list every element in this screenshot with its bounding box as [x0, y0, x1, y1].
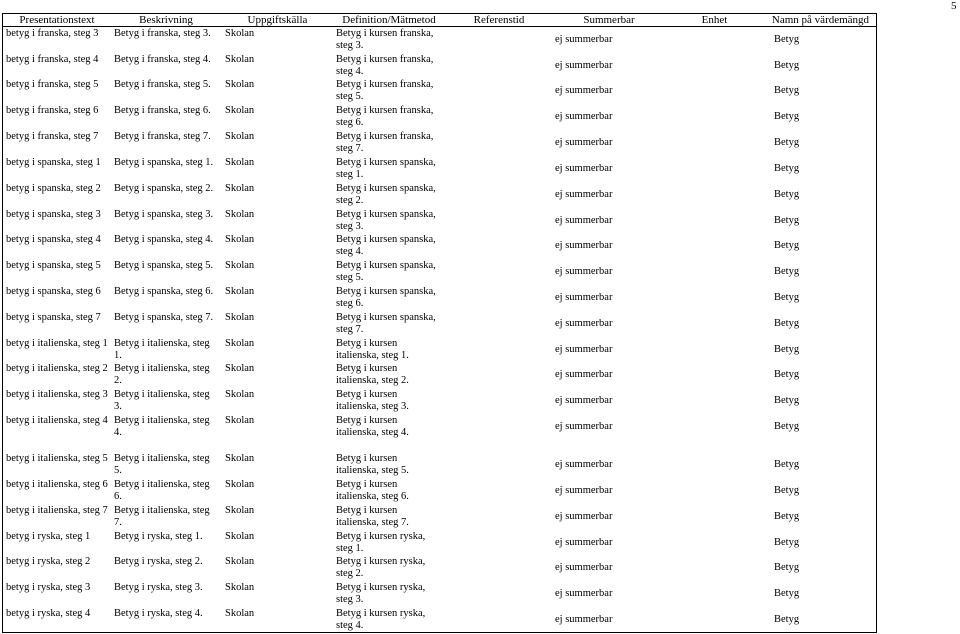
- summerbar-cell: ej summerbar: [555, 537, 613, 548]
- beskrivning-cell: Betyg i franska, steg 6.: [114, 105, 211, 116]
- uppgiftskalla-cell: Skolan: [225, 286, 255, 297]
- definition-cell: Betyg i kursen spanska, steg 2.: [336, 183, 436, 206]
- summerbar-cell: ej summerbar: [555, 562, 613, 573]
- namn-pa-vardemangd-cell: Betyg: [774, 614, 800, 625]
- definition-cell: Betyg i kursen italienska, steg 5.: [336, 453, 409, 476]
- summerbar-cell: ej summerbar: [555, 485, 613, 496]
- definition-cell: Betyg i kursen franska, steg 4.: [336, 54, 434, 77]
- beskrivning-cell: Betyg i spanska, steg 7.: [114, 312, 214, 323]
- namn-pa-vardemangd-cell: Betyg: [774, 562, 800, 573]
- namn-pa-vardemangd-cell: Betyg: [774, 511, 800, 522]
- summerbar-cell: ej summerbar: [555, 163, 613, 174]
- uppgiftskalla-cell: Skolan: [225, 209, 255, 220]
- presentationstext-cell: betyg i spanska, steg 1: [6, 157, 101, 168]
- uppgiftskalla-cell: Skolan: [225, 105, 255, 116]
- uppgiftskalla-cell: Skolan: [225, 260, 255, 271]
- table-row: [3, 105, 876, 131]
- namn-pa-vardemangd-cell: Betyg: [774, 60, 800, 71]
- presentationstext-cell: betyg i spanska, steg 2: [6, 183, 101, 194]
- definition-cell: Betyg i kursen italienska, steg 3.: [336, 389, 409, 412]
- table-row: [3, 312, 876, 338]
- table-row: [3, 531, 876, 557]
- uppgiftskalla-cell: Skolan: [225, 28, 255, 39]
- namn-pa-vardemangd-cell: Betyg: [774, 163, 800, 174]
- namn-pa-vardemangd-cell: Betyg: [774, 266, 800, 277]
- summerbar-cell: ej summerbar: [555, 137, 613, 148]
- namn-pa-vardemangd-cell: Betyg: [774, 240, 800, 251]
- beskrivning-cell: Betyg i italienska, steg 2.: [114, 363, 210, 386]
- summerbar-cell: ej summerbar: [555, 111, 613, 122]
- beskrivning-cell: Betyg i spanska, steg 2.: [114, 183, 214, 194]
- presentationstext-cell: betyg i italienska, steg 3: [6, 389, 108, 400]
- summerbar-cell: ej summerbar: [555, 369, 613, 380]
- beskrivning-cell: Betyg i spanska, steg 5.: [114, 260, 214, 271]
- header-namn-pa-vardemangd: Namn på värdemängd: [771, 14, 870, 26]
- beskrivning-cell: Betyg i ryska, steg 1.: [114, 531, 203, 542]
- definition-cell: Betyg i kursen spanska, steg 4.: [336, 234, 436, 257]
- definition-cell: Betyg i kursen spanska, steg 5.: [336, 260, 436, 283]
- table-row: [3, 505, 876, 531]
- summerbar-cell: ej summerbar: [555, 344, 613, 355]
- presentationstext-cell: betyg i spanska, steg 7: [6, 312, 101, 323]
- table-row: [3, 556, 876, 582]
- definition-cell: Betyg i kursen italienska, steg 6.: [336, 479, 409, 502]
- uppgiftskalla-cell: Skolan: [225, 505, 255, 516]
- table-row: [3, 54, 876, 80]
- presentationstext-cell: betyg i spanska, steg 6: [6, 286, 101, 297]
- beskrivning-cell: Betyg i spanska, steg 3.: [114, 209, 214, 220]
- table-row: [3, 582, 876, 608]
- definition-cell: Betyg i kursen italienska, steg 7.: [336, 505, 409, 528]
- beskrivning-cell: Betyg i italienska, steg 6.: [114, 479, 210, 502]
- uppgiftskalla-cell: Skolan: [225, 312, 255, 323]
- presentationstext-cell: betyg i ryska, steg 2: [6, 556, 91, 567]
- table-row: [3, 415, 876, 441]
- beskrivning-cell: Betyg i ryska, steg 2.: [114, 556, 203, 567]
- definition-cell: Betyg i kursen spanska, steg 1.: [336, 157, 436, 180]
- presentationstext-cell: betyg i franska, steg 7: [6, 131, 99, 142]
- definition-cell: Betyg i kursen italienska, steg 1.: [336, 338, 409, 361]
- definition-cell: Betyg i kursen spanska, steg 6.: [336, 286, 436, 309]
- table-row: [3, 209, 876, 235]
- namn-pa-vardemangd-cell: Betyg: [774, 34, 800, 45]
- summerbar-cell: ej summerbar: [555, 459, 613, 470]
- presentationstext-cell: betyg i ryska, steg 1: [6, 531, 91, 542]
- namn-pa-vardemangd-cell: Betyg: [774, 189, 800, 200]
- uppgiftskalla-cell: Skolan: [225, 338, 255, 349]
- presentationstext-cell: betyg i italienska, steg 5: [6, 453, 108, 464]
- variable-table: [2, 13, 877, 633]
- definition-cell: Betyg i kursen franska, steg 3.: [336, 28, 434, 51]
- namn-pa-vardemangd-cell: Betyg: [774, 537, 800, 548]
- table-row: [3, 453, 876, 479]
- uppgiftskalla-cell: Skolan: [225, 234, 255, 245]
- page-number: 5: [951, 0, 957, 12]
- presentationstext-cell: betyg i franska, steg 4: [6, 54, 99, 65]
- namn-pa-vardemangd-cell: Betyg: [774, 215, 800, 226]
- header-presentationstext: Presentationstext: [19, 14, 95, 26]
- table-row: [3, 389, 876, 415]
- presentationstext-cell: betyg i spanska, steg 3: [6, 209, 101, 220]
- uppgiftskalla-cell: Skolan: [225, 415, 255, 426]
- namn-pa-vardemangd-cell: Betyg: [774, 111, 800, 122]
- table-row: [3, 183, 876, 209]
- presentationstext-cell: betyg i italienska, steg 7: [6, 505, 108, 516]
- summerbar-cell: ej summerbar: [555, 215, 613, 226]
- beskrivning-cell: Betyg i ryska, steg 4.: [114, 608, 203, 619]
- uppgiftskalla-cell: Skolan: [225, 531, 255, 542]
- namn-pa-vardemangd-cell: Betyg: [774, 459, 800, 470]
- beskrivning-cell: Betyg i franska, steg 3.: [114, 28, 211, 39]
- beskrivning-cell: Betyg i franska, steg 4.: [114, 54, 211, 65]
- header-definition: Definition/Mätmetod: [342, 14, 436, 26]
- summerbar-cell: ej summerbar: [555, 189, 613, 200]
- header-uppgiftskalla: Uppgiftskälla: [247, 14, 308, 26]
- header-enhet: Enhet: [701, 14, 728, 26]
- namn-pa-vardemangd-cell: Betyg: [774, 85, 800, 96]
- summerbar-cell: ej summerbar: [555, 318, 613, 329]
- definition-cell: Betyg i kursen spanska, steg 7.: [336, 312, 436, 335]
- table-row: [3, 79, 876, 105]
- table-row: [3, 157, 876, 183]
- summerbar-cell: ej summerbar: [555, 240, 613, 251]
- table-row: [3, 286, 876, 312]
- uppgiftskalla-cell: Skolan: [225, 183, 255, 194]
- table-row: [3, 479, 876, 505]
- presentationstext-cell: betyg i spanska, steg 4: [6, 234, 101, 245]
- beskrivning-cell: Betyg i ryska, steg 3.: [114, 582, 203, 593]
- summerbar-cell: ej summerbar: [555, 266, 613, 277]
- namn-pa-vardemangd-cell: Betyg: [774, 421, 800, 432]
- beskrivning-cell: Betyg i italienska, steg 1.: [114, 338, 210, 361]
- definition-cell: Betyg i kursen italienska, steg 4.: [336, 415, 409, 438]
- namn-pa-vardemangd-cell: Betyg: [774, 344, 800, 355]
- table-row: [3, 260, 876, 286]
- presentationstext-cell: betyg i ryska, steg 4: [6, 608, 91, 619]
- table-row: [3, 338, 876, 364]
- uppgiftskalla-cell: Skolan: [225, 389, 255, 400]
- beskrivning-cell: Betyg i spanska, steg 1.: [114, 157, 214, 168]
- namn-pa-vardemangd-cell: Betyg: [774, 292, 800, 303]
- beskrivning-cell: Betyg i italienska, steg 5.: [114, 453, 210, 476]
- presentationstext-cell: betyg i spanska, steg 5: [6, 260, 101, 271]
- definition-cell: Betyg i kursen ryska, steg 4.: [336, 608, 426, 631]
- beskrivning-cell: Betyg i italienska, steg 7.: [114, 505, 210, 528]
- beskrivning-cell: Betyg i spanska, steg 4.: [114, 234, 214, 245]
- table-row: [3, 363, 876, 389]
- definition-cell: Betyg i kursen franska, steg 6.: [336, 105, 434, 128]
- definition-cell: Betyg i kursen ryska, steg 2.: [336, 556, 426, 579]
- summerbar-cell: ej summerbar: [555, 34, 613, 45]
- summerbar-cell: ej summerbar: [555, 421, 613, 432]
- summerbar-cell: ej summerbar: [555, 60, 613, 71]
- presentationstext-cell: betyg i franska, steg 6: [6, 105, 99, 116]
- definition-cell: Betyg i kursen italienska, steg 2.: [336, 363, 409, 386]
- summerbar-cell: ej summerbar: [555, 85, 613, 96]
- presentationstext-cell: betyg i franska, steg 3: [6, 28, 99, 39]
- definition-cell: Betyg i kursen ryska, steg 3.: [336, 582, 426, 605]
- definition-cell: Betyg i kursen franska, steg 5.: [336, 79, 434, 102]
- namn-pa-vardemangd-cell: Betyg: [774, 318, 800, 329]
- presentationstext-cell: betyg i italienska, steg 6: [6, 479, 108, 490]
- uppgiftskalla-cell: Skolan: [225, 131, 255, 142]
- beskrivning-cell: Betyg i italienska, steg 4.: [114, 415, 210, 438]
- table-row: [3, 608, 876, 634]
- table-row: [3, 234, 876, 260]
- presentationstext-cell: betyg i franska, steg 5: [6, 79, 99, 90]
- uppgiftskalla-cell: Skolan: [225, 54, 255, 65]
- summerbar-cell: ej summerbar: [555, 588, 613, 599]
- namn-pa-vardemangd-cell: Betyg: [774, 588, 800, 599]
- uppgiftskalla-cell: Skolan: [225, 157, 255, 168]
- definition-cell: Betyg i kursen spanska, steg 3.: [336, 209, 436, 232]
- uppgiftskalla-cell: Skolan: [225, 453, 255, 464]
- table-header: [3, 13, 876, 27]
- uppgiftskalla-cell: Skolan: [225, 582, 255, 593]
- summerbar-cell: ej summerbar: [555, 395, 613, 406]
- definition-cell: Betyg i kursen franska, steg 7.: [336, 131, 434, 154]
- namn-pa-vardemangd-cell: Betyg: [774, 395, 800, 406]
- summerbar-cell: ej summerbar: [555, 614, 613, 625]
- beskrivning-cell: Betyg i franska, steg 7.: [114, 131, 211, 142]
- presentationstext-cell: betyg i italienska, steg 2: [6, 363, 108, 374]
- namn-pa-vardemangd-cell: Betyg: [774, 137, 800, 148]
- definition-cell: Betyg i kursen ryska, steg 1.: [336, 531, 426, 554]
- header-summerbar: Summerbar: [583, 14, 635, 26]
- uppgiftskalla-cell: Skolan: [225, 556, 255, 567]
- presentationstext-cell: betyg i italienska, steg 4: [6, 415, 108, 426]
- uppgiftskalla-cell: Skolan: [225, 608, 255, 619]
- beskrivning-cell: Betyg i italienska, steg 3.: [114, 389, 210, 412]
- header-beskrivning: Beskrivning: [139, 14, 193, 26]
- presentationstext-cell: betyg i italienska, steg 1: [6, 338, 108, 349]
- summerbar-cell: ej summerbar: [555, 292, 613, 303]
- beskrivning-cell: Betyg i franska, steg 5.: [114, 79, 211, 90]
- uppgiftskalla-cell: Skolan: [225, 363, 255, 374]
- namn-pa-vardemangd-cell: Betyg: [774, 369, 800, 380]
- presentationstext-cell: betyg i ryska, steg 3: [6, 582, 91, 593]
- header-referenstid: Referenstid: [473, 14, 525, 26]
- table-row: [3, 28, 876, 54]
- namn-pa-vardemangd-cell: Betyg: [774, 485, 800, 496]
- table-row: [3, 131, 876, 157]
- uppgiftskalla-cell: Skolan: [225, 79, 255, 90]
- summerbar-cell: ej summerbar: [555, 511, 613, 522]
- beskrivning-cell: Betyg i spanska, steg 6.: [114, 286, 214, 297]
- uppgiftskalla-cell: Skolan: [225, 479, 255, 490]
